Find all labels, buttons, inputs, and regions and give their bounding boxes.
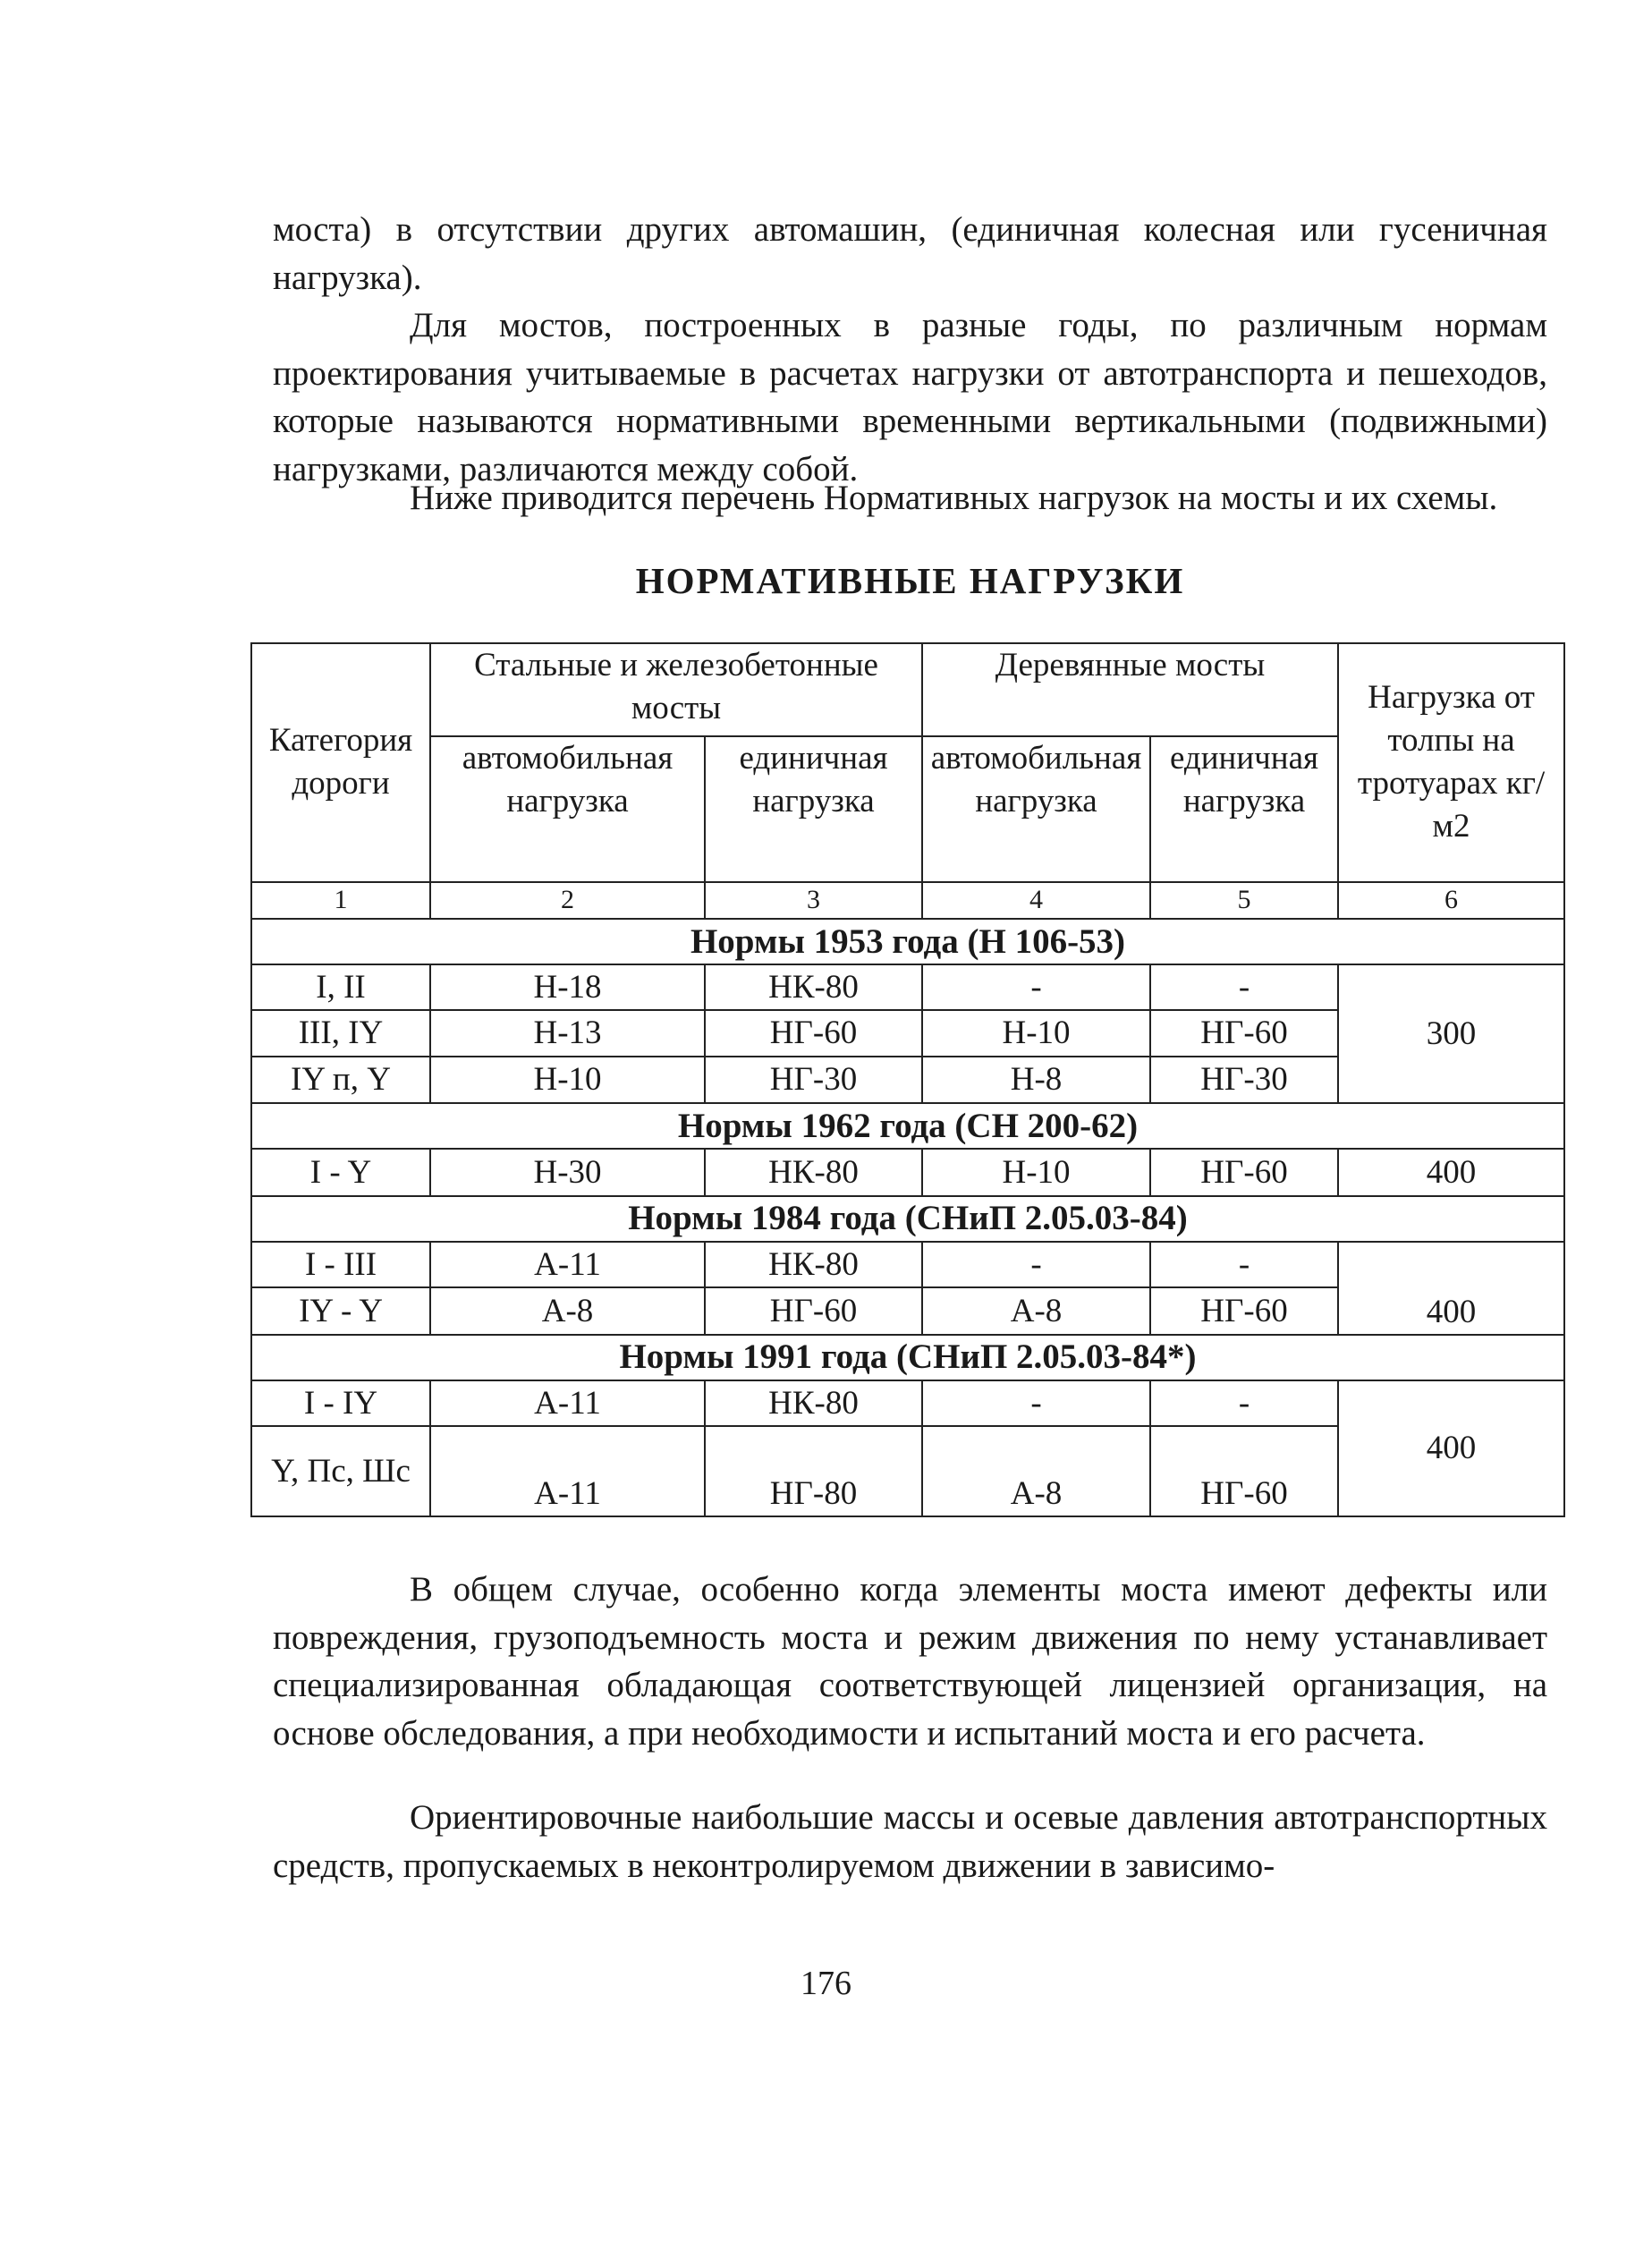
header-steel-bridges: Стальные и железобетонные мосты [430, 643, 922, 736]
cell-crowd-load: 400 [1338, 1380, 1564, 1516]
row-category: I - III [251, 1242, 430, 1287]
header-wooden-bridges: Деревянные мосты [922, 643, 1338, 736]
header-steel-auto: автомобильная нагрузка [430, 736, 705, 882]
cell-wood-single: - [1150, 964, 1338, 1010]
norm-title-1984: Нормы 1984 года (СНиП 2.05.03-84) [251, 1196, 1564, 1242]
header-category: Категория дороги [251, 643, 430, 882]
cell-wood-auto: А-8 [922, 1287, 1150, 1334]
column-number: 6 [1338, 882, 1564, 919]
cell-crowd-load: 300 [1338, 964, 1564, 1103]
cell-wood-auto: Н-10 [922, 1149, 1150, 1195]
paragraph-bridge-norms: Для мостов, построенных в разные годы, по различным нормам проектирования учитываемые в расчетах нагрузки от автотранспорта и пешеходов, которые называются нормативными временными вертикальными (подвижными) нагрузками, различаются между собой. [273, 306, 1547, 488]
row-category: Y, Пс, Шс [251, 1426, 430, 1516]
cell-wood-auto: Н-8 [922, 1057, 1150, 1103]
cell-wood-single: НГ-60 [1150, 1149, 1338, 1195]
cell-wood-auto: Н-10 [922, 1010, 1150, 1056]
paragraph-continuation: моста) в отсутствии других автомашин, (единичная колесная или гусеничная нагрузка). [273, 210, 1547, 297]
cell-wood-single: НГ-30 [1150, 1057, 1338, 1103]
page-number: 176 [801, 1965, 851, 2002]
cell-steel-single: НК-80 [705, 1242, 922, 1287]
row-category: IY - Y [251, 1287, 430, 1334]
paragraph-masses: Ориентировочные наибольшие массы и осевые давления автотранспортных средств, пропускаемых в неконтролируемом движении в зависимо- [273, 1798, 1547, 1885]
column-number: 3 [705, 882, 922, 919]
column-number: 1 [251, 882, 430, 919]
header-wood-single: единичная нагрузка [1150, 736, 1338, 882]
cell-steel-single: НК-80 [705, 964, 922, 1010]
cell-wood-auto: - [922, 964, 1150, 1010]
cell-crowd-load: 400 [1338, 1149, 1564, 1195]
header-crowd-load: Нагрузка от толпы на тротуарах кг/м2 [1338, 643, 1564, 882]
column-number: 5 [1150, 882, 1338, 919]
cell-steel-single: НК-80 [705, 1380, 922, 1426]
header-wood-auto: автомобильная нагрузка [922, 736, 1150, 882]
header-steel-single: единичная нагрузка [705, 736, 922, 882]
cell-steel-single: НГ-80 [705, 1426, 922, 1516]
cell-wood-single: - [1150, 1242, 1338, 1287]
cell-crowd-load: 400 [1338, 1242, 1564, 1335]
cell-wood-auto: - [922, 1242, 1150, 1287]
cell-wood-single: НГ-60 [1150, 1287, 1338, 1334]
section-heading: НОРМАТИВНЫЕ НАГРУЗКИ [635, 560, 1185, 601]
cell-steel-auto: Н-18 [430, 964, 705, 1010]
cell-steel-auto: А-11 [430, 1380, 705, 1426]
cell-steel-auto: А-11 [430, 1242, 705, 1287]
paragraph-list-intro: Ниже приводится перечень Нормативных нагрузок на мосты и их схемы. [410, 479, 1498, 517]
cell-wood-single: НГ-60 [1150, 1426, 1338, 1516]
cell-steel-auto: А-8 [430, 1287, 705, 1334]
cell-wood-single: - [1150, 1380, 1338, 1426]
cell-wood-auto: - [922, 1380, 1150, 1426]
cell-steel-single: НГ-60 [705, 1010, 922, 1056]
norm-title-1953: Нормы 1953 года (Н 106-53) [251, 919, 1564, 964]
paragraph-capacity: В общем случае, особенно когда элементы моста имеют дефекты или повреждения, грузоподъемность моста и режим движения по нему устанавливает специализированная обладающая соответствующей лицензией организация, на основе обследования, а при необходимости и испытаний моста и его расчета. [273, 1570, 1547, 1753]
row-category: IY п, Y [251, 1057, 430, 1103]
column-number: 2 [430, 882, 705, 919]
cell-steel-auto: Н-30 [430, 1149, 705, 1195]
norm-title-1962: Нормы 1962 года (СН 200-62) [251, 1103, 1564, 1149]
column-number: 4 [922, 882, 1150, 919]
cell-steel-single: НГ-30 [705, 1057, 922, 1103]
row-category: I - IY [251, 1380, 430, 1426]
cell-steel-auto: Н-13 [430, 1010, 705, 1056]
normative-loads-table [250, 642, 1565, 1517]
row-category: I, II [251, 964, 430, 1010]
cell-wood-single: НГ-60 [1150, 1010, 1338, 1056]
cell-steel-auto: Н-10 [430, 1057, 705, 1103]
norm-title-1991: Нормы 1991 года (СНиП 2.05.03-84*) [251, 1335, 1564, 1380]
row-category: III, IY [251, 1010, 430, 1056]
cell-steel-single: НК-80 [705, 1149, 922, 1195]
cell-steel-auto: А-11 [430, 1426, 705, 1516]
cell-steel-single: НГ-60 [705, 1287, 922, 1334]
cell-wood-auto: А-8 [922, 1426, 1150, 1516]
row-category: I - Y [251, 1149, 430, 1195]
